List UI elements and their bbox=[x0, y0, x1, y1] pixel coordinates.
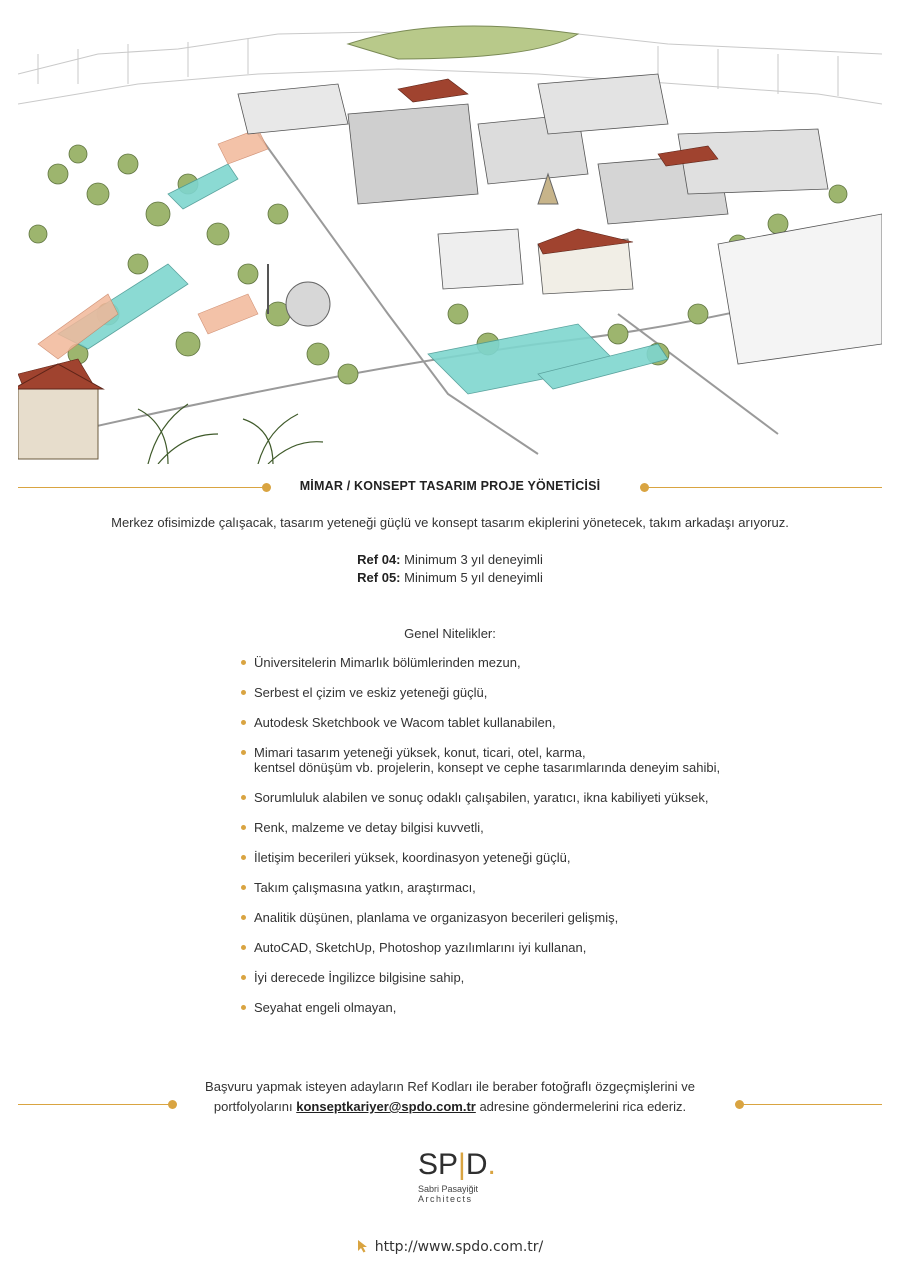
logo-mark-bar: | bbox=[458, 1148, 466, 1181]
list-item bbox=[240, 820, 840, 835]
qualifications-list bbox=[240, 655, 840, 1015]
logo-mark-dot: . bbox=[487, 1148, 496, 1181]
job-title: MİMAR / KONSEPT TASARIM PROJE YÖNETİCİSİ bbox=[299, 479, 601, 493]
bullet-icon bbox=[241, 945, 246, 950]
company-logo bbox=[418, 1150, 508, 1212]
list-item bbox=[240, 910, 840, 925]
apply-prefix: portfolyolarını bbox=[213, 1099, 297, 1114]
list-item bbox=[240, 880, 840, 895]
list-item bbox=[240, 850, 840, 865]
website-link[interactable] bbox=[0, 1239, 900, 1255]
application-instructions bbox=[0, 1077, 900, 1117]
bullet-icon bbox=[241, 750, 246, 755]
list-item-text: Mimari tasarım yeteneği yüksek, konut, ticari, otel, karma, bbox=[254, 745, 586, 760]
ref-code: Ref 05: bbox=[357, 570, 401, 585]
apply-suffix: adresine göndermelerini rica ederiz. bbox=[475, 1099, 687, 1114]
qualifications-heading: Genel Nitelikler: bbox=[404, 626, 496, 641]
bullet-icon bbox=[241, 915, 246, 920]
logo-mark bbox=[418, 1150, 508, 1180]
list-item-text: Seyahat engeli olmayan, bbox=[254, 1000, 397, 1015]
cursor-icon bbox=[357, 1239, 369, 1253]
ref-04 bbox=[0, 552, 900, 567]
list-item bbox=[240, 790, 840, 805]
list-item-text: AutoCAD, SketchUp, Photoshop yazılımlarını iyi kullanan, bbox=[254, 940, 587, 955]
bullet-icon bbox=[241, 885, 246, 890]
list-item-text: Renk, malzeme ve detay bilgisi kuvvetli, bbox=[254, 820, 484, 835]
ref-text: Minimum 3 yıl deneyimli bbox=[400, 552, 543, 567]
list-item-text: Sorumluluk alabilen ve sonuç odaklı çalışabilen, yaratıcı, ikna kabiliyeti yüksek, bbox=[254, 790, 709, 805]
list-item bbox=[240, 970, 840, 985]
logo-mark-right: D bbox=[465, 1148, 488, 1181]
bullet-icon bbox=[241, 795, 246, 800]
list-item-text: İyi derecede İngilizce bilgisine sahip, bbox=[254, 970, 465, 985]
bullet-icon bbox=[241, 720, 246, 725]
list-item bbox=[240, 655, 840, 670]
logo-tagline: Architects bbox=[418, 1194, 473, 1204]
bullet-icon bbox=[241, 690, 246, 695]
email-link[interactable]: konseptkariyer@spdo.com.tr bbox=[296, 1099, 476, 1114]
ref-05 bbox=[0, 570, 900, 585]
ref-code: Ref 04: bbox=[357, 552, 401, 567]
website-url[interactable]: http://www.spdo.com.tr/ bbox=[374, 1239, 544, 1255]
bullet-icon bbox=[241, 975, 246, 980]
logo-mark-left: SP bbox=[418, 1148, 459, 1181]
list-item-text: Takım çalışmasına yatkın, araştırmacı, bbox=[254, 880, 476, 895]
list-item bbox=[240, 940, 840, 955]
list-item bbox=[240, 715, 840, 730]
list-item-text: Üniversitelerin Mimarlık bölümlerinden mezun, bbox=[254, 655, 521, 670]
list-item bbox=[240, 1000, 840, 1015]
list-item-text: Autodesk Sketchbook ve Wacom tablet kullanabilen, bbox=[254, 715, 556, 730]
list-item bbox=[240, 745, 840, 775]
list-item-text: Analitik düşünen, planlama ve organizasyon becerileri gelişmiş, bbox=[254, 910, 619, 925]
list-item bbox=[240, 685, 840, 700]
list-item-text: İletişim becerileri yüksek, koordinasyon yeteneği güçlü, bbox=[254, 850, 571, 865]
hero-masterplan-sketch bbox=[18, 14, 882, 464]
bullet-icon bbox=[241, 1005, 246, 1010]
logo-name: Sabri Pasayiğit bbox=[418, 1184, 479, 1194]
apply-line1: Başvuru yapmak isteyen adayların Ref Kodları ile beraber fotoğraflı özgeçmişlerini ve bbox=[205, 1079, 695, 1094]
bullet-icon bbox=[241, 660, 246, 665]
list-item-text: Serbest el çizim ve eskiz yeteneği güçlü, bbox=[254, 685, 488, 700]
ref-text: Minimum 5 yıl deneyimli bbox=[400, 570, 543, 585]
list-item-text-line2: kentsel dönüşüm vb. projelerin, konsept ve cephe tasarımlarında deneyim sahibi, bbox=[254, 760, 721, 775]
apply-line2 bbox=[0, 1097, 900, 1117]
intro-text: Merkez ofisimizde çalışacak, tasarım yeteneği güçlü ve konsept tasarım ekiplerini yönetecek, takım arkadaşı arıyoruz. bbox=[111, 515, 789, 530]
bullet-icon bbox=[241, 825, 246, 830]
bullet-icon bbox=[241, 855, 246, 860]
